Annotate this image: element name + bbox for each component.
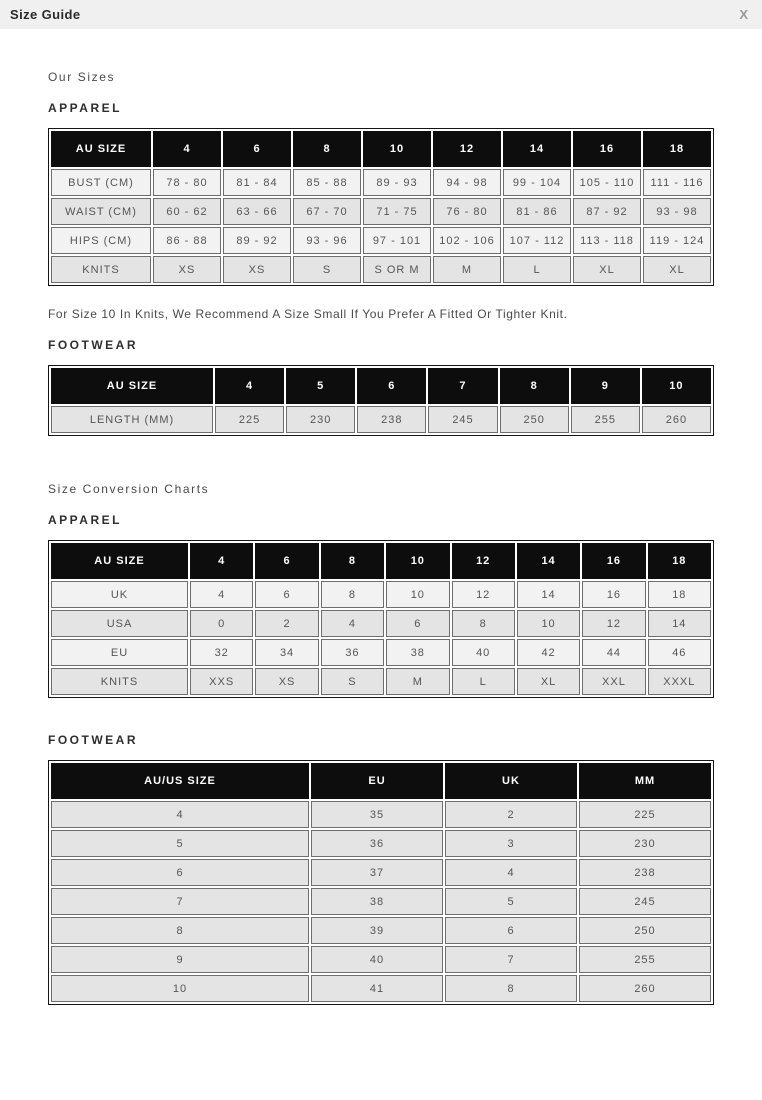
modal-header (0, 0, 762, 29)
data-cell: 6 (51, 859, 309, 886)
data-cell: 260 (579, 975, 711, 1002)
column-header-cell: 14 (517, 543, 580, 579)
data-cell: 40 (452, 639, 515, 666)
column-header-cell: 16 (582, 543, 645, 579)
data-cell: 46 (648, 639, 711, 666)
data-cell: 5 (445, 888, 577, 915)
data-cell: 6 (255, 581, 318, 608)
data-cell: XS (153, 256, 221, 283)
data-cell: 81 - 84 (223, 169, 291, 196)
data-cell: 8 (321, 581, 384, 608)
data-cell: 107 - 112 (503, 227, 571, 254)
data-cell: 4 (190, 581, 253, 608)
data-cell: 67 - 70 (293, 198, 361, 225)
data-cell: 8 (452, 610, 515, 637)
data-cell: 12 (582, 610, 645, 637)
data-cell: XL (517, 668, 580, 695)
our-sizes-heading: Our Sizes (48, 70, 116, 84)
data-cell: 12 (452, 581, 515, 608)
data-cell: 230 (286, 406, 355, 433)
data-cell: 36 (311, 830, 443, 857)
data-cell: 36 (321, 639, 384, 666)
data-cell: 93 - 96 (293, 227, 361, 254)
column-header-cell: 18 (643, 131, 711, 167)
column-header-cell: AU/US SIZE (51, 763, 309, 799)
data-cell: 42 (517, 639, 580, 666)
data-cell: 4 (321, 610, 384, 637)
data-cell: 255 (579, 946, 711, 973)
table-row (51, 639, 711, 666)
column-header-cell: 6 (357, 368, 426, 404)
row-label-cell: USA (51, 610, 188, 637)
table-row (51, 975, 711, 1002)
data-cell: 93 - 98 (643, 198, 711, 225)
table-row (51, 801, 711, 828)
data-cell: 4 (51, 801, 309, 828)
row-label-cell: LENGTH (MM) (51, 406, 213, 433)
data-cell: 86 - 88 (153, 227, 221, 254)
data-cell: 245 (579, 888, 711, 915)
table-row (51, 917, 711, 944)
data-cell: 2 (445, 801, 577, 828)
column-header-cell: 10 (386, 543, 449, 579)
row-label-cell: KNITS (51, 668, 188, 695)
table-row (51, 830, 711, 857)
data-cell: 3 (445, 830, 577, 857)
column-header-cell: 8 (500, 368, 569, 404)
data-cell: 76 - 80 (433, 198, 501, 225)
column-header-cell: 7 (428, 368, 497, 404)
table-header-row (51, 543, 711, 579)
data-cell: 14 (517, 581, 580, 608)
apparel-conversion-table (48, 540, 714, 698)
data-cell: 2 (255, 610, 318, 637)
data-cell: 7 (51, 888, 309, 915)
table-row (51, 610, 711, 637)
column-header-cell: 14 (503, 131, 571, 167)
data-cell: 102 - 106 (433, 227, 501, 254)
data-cell: 81 - 86 (503, 198, 571, 225)
apparel-heading: APPAREL (48, 101, 122, 115)
table-header-row (51, 763, 711, 799)
table-row (51, 406, 711, 433)
data-cell: M (433, 256, 501, 283)
column-header-cell: 8 (321, 543, 384, 579)
data-cell: 10 (386, 581, 449, 608)
data-cell: 8 (445, 975, 577, 1002)
column-header-cell: 4 (190, 543, 253, 579)
data-cell: 34 (255, 639, 318, 666)
data-cell: XS (255, 668, 318, 695)
column-header-cell: UK (445, 763, 577, 799)
data-cell: 89 - 93 (363, 169, 431, 196)
data-cell: 78 - 80 (153, 169, 221, 196)
column-header-cell: 6 (255, 543, 318, 579)
data-cell: L (452, 668, 515, 695)
data-cell: 5 (51, 830, 309, 857)
data-cell: 35 (311, 801, 443, 828)
data-cell: M (386, 668, 449, 695)
data-cell: 225 (579, 801, 711, 828)
row-label-cell: EU (51, 639, 188, 666)
data-cell: 38 (386, 639, 449, 666)
table-row (51, 859, 711, 886)
column-header-cell: EU (311, 763, 443, 799)
table-row (51, 888, 711, 915)
data-cell: 37 (311, 859, 443, 886)
data-cell: 10 (517, 610, 580, 637)
page-title: Size Guide (10, 7, 81, 22)
column-header-cell: 4 (153, 131, 221, 167)
column-header-cell: 9 (571, 368, 640, 404)
data-cell: 41 (311, 975, 443, 1002)
data-cell: 119 - 124 (643, 227, 711, 254)
column-header-cell: 12 (433, 131, 501, 167)
data-cell: 225 (215, 406, 284, 433)
conversion-footwear-heading: FOOTWEAR (48, 733, 138, 747)
data-cell: 44 (582, 639, 645, 666)
data-cell: 87 - 92 (573, 198, 641, 225)
table-row (51, 668, 711, 695)
column-header-cell: 12 (452, 543, 515, 579)
column-header-cell: 6 (223, 131, 291, 167)
data-cell: S (293, 256, 361, 283)
column-header-cell: AU SIZE (51, 543, 188, 579)
row-label-cell: UK (51, 581, 188, 608)
column-header-cell: 8 (293, 131, 361, 167)
data-cell: 250 (500, 406, 569, 433)
apparel-size-table (48, 128, 714, 286)
table-row (51, 169, 711, 196)
data-cell: 85 - 88 (293, 169, 361, 196)
close-icon[interactable]: X (739, 7, 748, 22)
data-cell: 39 (311, 917, 443, 944)
data-cell: XXL (582, 668, 645, 695)
data-cell: S OR M (363, 256, 431, 283)
data-cell: 6 (445, 917, 577, 944)
data-cell: 7 (445, 946, 577, 973)
data-cell: 89 - 92 (223, 227, 291, 254)
conversion-heading: Size Conversion Charts (48, 482, 210, 496)
data-cell: 238 (579, 859, 711, 886)
size-guide-content (0, 70, 762, 1065)
column-header-cell: 4 (215, 368, 284, 404)
data-cell: 111 - 116 (643, 169, 711, 196)
column-header-cell: 5 (286, 368, 355, 404)
data-cell: 260 (642, 406, 711, 433)
table-header-row (51, 131, 711, 167)
column-header-cell: 16 (573, 131, 641, 167)
footwear-size-table (48, 365, 714, 436)
data-cell: XL (643, 256, 711, 283)
data-cell: 32 (190, 639, 253, 666)
data-cell: 10 (51, 975, 309, 1002)
data-cell: 105 - 110 (573, 169, 641, 196)
column-header-cell: MM (579, 763, 711, 799)
data-cell: 230 (579, 830, 711, 857)
data-cell: 250 (579, 917, 711, 944)
data-cell: 255 (571, 406, 640, 433)
data-cell: XL (573, 256, 641, 283)
data-cell: L (503, 256, 571, 283)
data-cell: 113 - 118 (573, 227, 641, 254)
data-cell: 14 (648, 610, 711, 637)
data-cell: 97 - 101 (363, 227, 431, 254)
data-cell: 38 (311, 888, 443, 915)
row-label-cell: KNITS (51, 256, 151, 283)
data-cell: 8 (51, 917, 309, 944)
table-header-row (51, 368, 711, 404)
data-cell: 245 (428, 406, 497, 433)
row-label-cell: HIPS (CM) (51, 227, 151, 254)
data-cell: XXXL (648, 668, 711, 695)
data-cell: 16 (582, 581, 645, 608)
data-cell: 40 (311, 946, 443, 973)
table-row (51, 227, 711, 254)
data-cell: 60 - 62 (153, 198, 221, 225)
data-cell: XXS (190, 668, 253, 695)
data-cell: 238 (357, 406, 426, 433)
table-row (51, 198, 711, 225)
knits-note: For Size 10 In Knits, We Recommend A Size Small If You Prefer A Fitted Or Tighter Knit. (48, 307, 568, 321)
footwear-conversion-table (48, 760, 714, 1005)
column-header-cell: 10 (363, 131, 431, 167)
data-cell: 4 (445, 859, 577, 886)
data-cell: 18 (648, 581, 711, 608)
row-label-cell: BUST (CM) (51, 169, 151, 196)
column-header-cell: AU SIZE (51, 368, 213, 404)
column-header-cell: AU SIZE (51, 131, 151, 167)
data-cell: 94 - 98 (433, 169, 501, 196)
data-cell: 71 - 75 (363, 198, 431, 225)
data-cell: 6 (386, 610, 449, 637)
table-row (51, 946, 711, 973)
column-header-cell: 18 (648, 543, 711, 579)
footwear-heading: FOOTWEAR (48, 338, 138, 352)
data-cell: XS (223, 256, 291, 283)
data-cell: S (321, 668, 384, 695)
table-row (51, 256, 711, 283)
column-header-cell: 10 (642, 368, 711, 404)
data-cell: 9 (51, 946, 309, 973)
conversion-apparel-heading: APPAREL (48, 513, 122, 527)
data-cell: 63 - 66 (223, 198, 291, 225)
row-label-cell: WAIST (CM) (51, 198, 151, 225)
table-row (51, 581, 711, 608)
data-cell: 0 (190, 610, 253, 637)
data-cell: 99 - 104 (503, 169, 571, 196)
